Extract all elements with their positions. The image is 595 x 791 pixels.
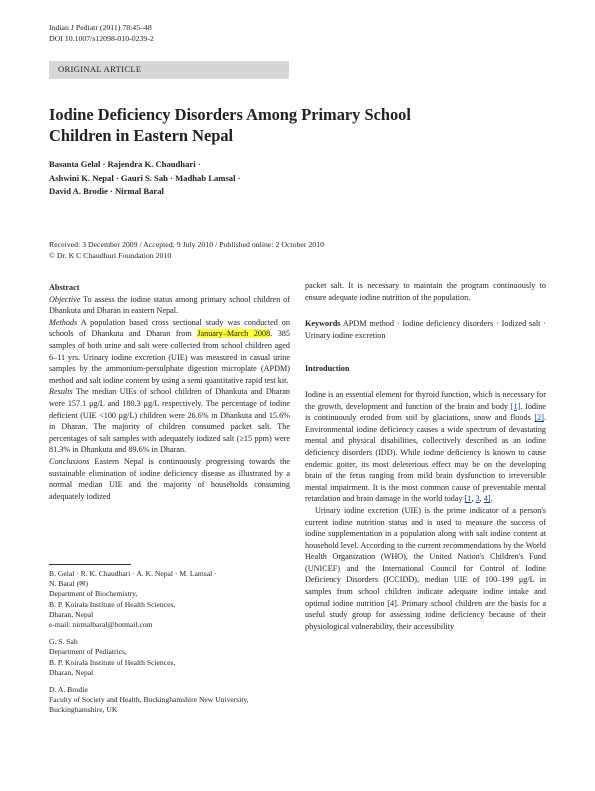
affiliation-line: Dharan, Nepal — [49, 667, 94, 677]
abstract-conclusions — [49, 456, 290, 502]
authors-line-2: Ashwini K. Nepal · Gauri S. Sah · Madhab Lamsal · — [49, 172, 241, 183]
email-link[interactable]: e-mail: nirmalbaral@hotmail.com — [49, 620, 153, 630]
abstract-heading: Abstract — [49, 283, 80, 292]
authors-line-1: Basanta Gelal · Rajendra K. Chaudhari · — [49, 159, 201, 169]
abstract-methods — [49, 317, 290, 387]
results-label: Results — [49, 387, 73, 397]
right-column — [305, 280, 546, 632]
methods-label: Methods — [49, 317, 78, 327]
journal-citation: Indian J Pediatr (2011) 78:45–48 — [49, 23, 152, 32]
methods-text-b: . 385 samples of both urine and salt were collected from school children aged 6–11 yrs. Urinary iodine excretion (UIE) was measured in casual urine samples by the ammonium-persulphate digestion microplate (APDM) method and salt iodine content by using a semi quantitative rapid test kit. — [49, 329, 290, 385]
affiliation-line: G. S. Sah — [49, 637, 78, 647]
affiliation-biochemistry — [49, 569, 290, 630]
intro-text: Iodine is an essential element for thyroid function, which is necessary for the growth, development and function of the brain and body — [305, 389, 546, 411]
affiliation-line: Buckinghamshire, UK — [49, 705, 118, 715]
affiliation-line: D. A. Brodie — [49, 685, 88, 695]
citation-link-4[interactable]: 4] — [483, 494, 491, 504]
conclusions-text: Eastern Nepal is continuously progressing towards the sustainable elimination of iodine deficiency disease as illustrated by a normal median UIE and the majority of households consuming adequately iodized — [49, 456, 290, 501]
objective-text: To assess the iodine status among primary school children of Dhankuta and Dharan in eastern Nepal. — [49, 294, 290, 316]
affiliation-line: N. Baral (✉) — [49, 579, 89, 589]
objective-label: Objective — [49, 294, 81, 304]
affiliation-society-health — [49, 685, 290, 716]
results-text: The median UIEs of school children of Dhankuta and Dharan were 157.1 μg/L and 180.3 μg/L respectively. The percentage of iodine deficient (UIE <100 μg/L) children were 26.6% in Dhankuta and 15.6% in Dharan. The majority of children consumed packet salt. The percentages of salt samples with adequately iodized salt (≥15 ppm) were 81.3% in Dhankuta and 89.6% in Dharan. — [49, 387, 290, 455]
footnote-rule — [49, 564, 131, 565]
title-line-2: Children in Eastern Nepal — [49, 126, 234, 145]
affiliation-pediatrics — [49, 637, 290, 678]
intro-text: . Environmental iodine deficiency causes a wide spectrum of devastating mental and physical disabilities, collectively described as an iodine deficiency disorders (IDD). While iodine deficiency is known to cause endemic goiter, its most deleterious effect may be on the developing brain of the fetus ranging from mild brain dysfunction to irreversible mental impairment. It is the most common cause of preventable mental retardation and brain damage in the world today — [305, 413, 546, 504]
affiliation-line: Department of Biochemistry, — [49, 589, 138, 599]
abstract-objective — [49, 294, 290, 317]
authors-line-3: David A. Brodie · Nirmal Baral — [49, 186, 164, 196]
keywords-label: Keywords — [305, 319, 341, 329]
citation-link-3[interactable]: 3 — [475, 494, 480, 504]
introduction-heading: Introduction — [305, 364, 350, 374]
doi-line: DOI 10.1007/s12098-010-0239-2 — [49, 34, 154, 43]
journal-header — [49, 22, 154, 44]
intro-text: . — [490, 494, 493, 504]
abstract-results — [49, 386, 290, 456]
section-label: ORIGINAL ARTICLE — [58, 64, 142, 74]
abstract-column — [49, 282, 290, 502]
article-title — [49, 104, 489, 146]
title-line-1: Iodine Deficiency Disorders Among Primary School — [49, 105, 411, 124]
affiliations — [49, 569, 290, 723]
conclusions-label: Conclusions — [49, 456, 90, 466]
introduction-paragraph-2: Urinary iodine excretion (UIE) is the prime indicator of a person's current iodine nutrition status and is used to measure the success of iodine supplementation in a population along with salt iodine content at household level. According to the current recommendations by the World Health Organization (WHO), the United Nation's Children's Fund (UNICEF) and the International Council for Control of Iodine Deficiency Disorders (ICCIDD), median UIE of 100–199 μg/L in samples from school children indicate adequate iodine intake and optimal iodine nutrition [4]. Primary school children are the basis for a useful study group for assessing iodine deficiency because of their physiological vulnerability, their accessibility — [305, 505, 546, 631]
publication-dates — [49, 240, 379, 261]
citation-link-1b[interactable]: [1 — [464, 494, 472, 504]
citation-link-2[interactable]: [2] — [534, 413, 544, 423]
section-banner — [49, 61, 289, 79]
copyright-line: © Dr. K C Chaudhuri Foundation 2010 — [49, 250, 172, 260]
received-line: Received: 3 December 2009 / Accepted: 9 July 2010 / Published online: 2 October 2010 — [49, 240, 324, 249]
author-list — [49, 158, 369, 199]
affiliation-line: B. P. Koirala Institute of Health Sciences, — [49, 657, 176, 667]
introduction-paragraph-1: Iodine is an essential element for thyroid function, which is necessary for the growth, development and function of the brain and body [1]. Iodine is continuously eroded from soil by glaciations, snow and floods [2]. Environmental iodine deficiency causes a wide spectrum of devastating mental and physical disabilities, collectively described as an iodine deficiency disorders (IDD). While iodine deficiency is known to cause endemic goiter, its most deleterious effect may be on the developing brain of the fetus ranging from mild brain dysfunction to irreversible mental impairment. It is the most common cause of preventable mental retardation and brain damage in the world today [1, 3, 4]. — [305, 389, 547, 504]
keywords-text: APDM method · Iodine deficiency disorders · Iodized salt · Urinary iodine excretion — [305, 319, 546, 340]
affiliation-line: B. Gelal · R. K. Chaudhari · A. K. Nepal · M. Lamsal · — [49, 569, 217, 578]
citation-link-1[interactable]: [1] — [510, 401, 521, 411]
affiliation-line: Department of Pediatrics, — [49, 647, 127, 657]
methods-text-a: A population based cross sectional study was conducted on schools of Dhankuta and Dharan from — [49, 317, 290, 339]
affiliation-line: B. P. Koirala Institute of Health Sciences, — [49, 599, 176, 609]
affiliation-line: Dharan, Nepal — [49, 609, 94, 619]
intro-text: . Iodine is continuously eroded from soil by glaciations, snow and floods — [305, 401, 547, 423]
abstract-continued: packet salt. It is necessary to maintain the program continuously to ensure adequate iodine nutrition of the population. — [305, 281, 546, 302]
highlighted-date-range[interactable]: January–March 2008 — [197, 329, 271, 339]
affiliation-line: Faculty of Society and Health, Buckinghamshire New University, — [49, 695, 249, 705]
keywords — [305, 318, 546, 341]
